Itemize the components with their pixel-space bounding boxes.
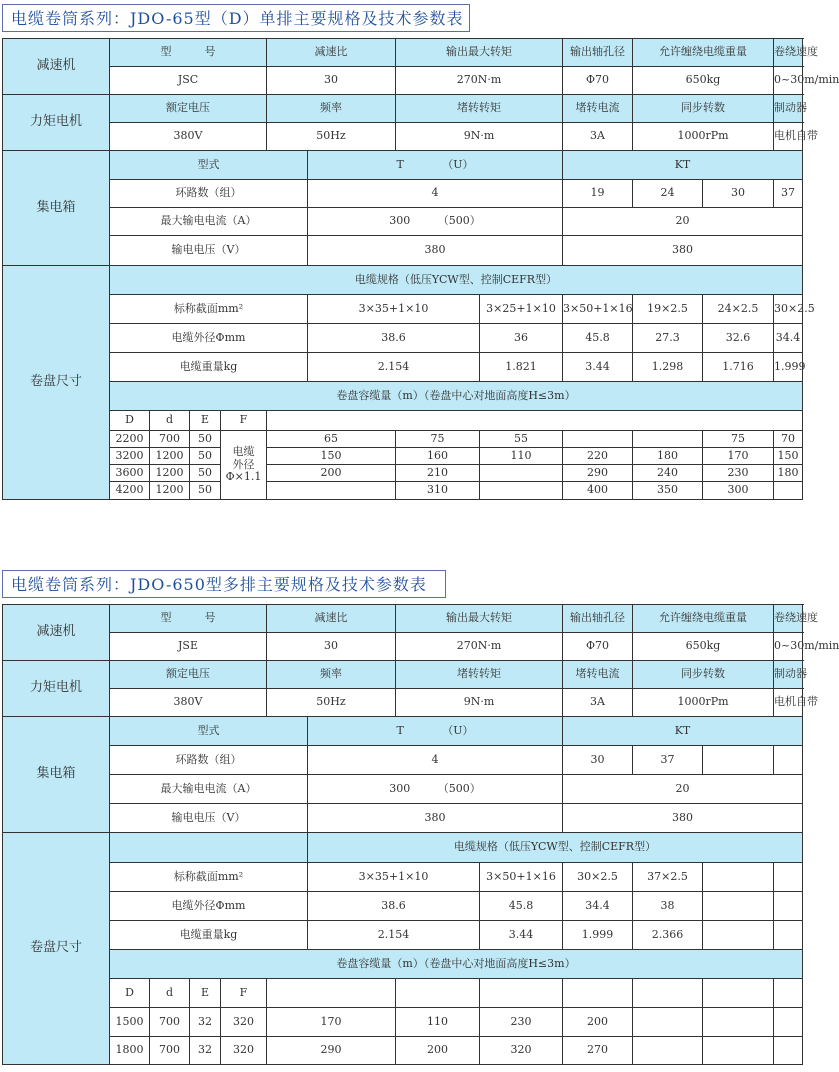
dim-header-d-inner: d xyxy=(150,411,190,431)
diameter-label: 电缆外径Φmm xyxy=(110,324,308,353)
capacity-spacer xyxy=(396,979,480,1008)
motor-header-stall-torque: 堵转转矩 xyxy=(396,661,563,689)
capacity-spacer xyxy=(563,979,633,1008)
diameter-value: 32.6 xyxy=(703,324,774,353)
capacity-value: 210 xyxy=(396,465,480,482)
box-type-t: T （U） xyxy=(308,717,563,746)
dim-header-e: E xyxy=(190,411,221,431)
collector-box-label: 集电箱 xyxy=(3,717,110,833)
dim-e: 32 xyxy=(190,1008,221,1037)
cable-spec-title: 电缆规格（低压YCW型、控制CEFR型） xyxy=(110,266,803,295)
reducer-header-weight: 允许缠绕电缆重量 xyxy=(633,605,774,633)
diameter-value: 38 xyxy=(633,892,703,921)
dim-header-f: F xyxy=(221,411,267,431)
box-type-t: T （U） xyxy=(308,151,563,180)
section-value xyxy=(774,863,803,892)
table2-title: 电缆卷筒系列：JDO-650型多排主要规格及技术参数表 xyxy=(2,570,446,598)
section-value: 30×2.5 xyxy=(563,863,633,892)
reducer-torque: 270N·m xyxy=(396,633,563,661)
motor-brake: 电机自带 xyxy=(774,689,803,717)
diameter-label: 电缆外径Φmm xyxy=(110,892,308,921)
dim-header-d-outer: D xyxy=(110,979,150,1008)
box-loops-kt: 24 xyxy=(633,180,703,208)
section-value xyxy=(703,863,774,892)
capacity-title: 卷盘容缆量（m）（卷盘中心对地面高度H≤3m） xyxy=(110,382,803,411)
capacity-value xyxy=(267,482,396,500)
motor-frequency: 50Hz xyxy=(267,689,396,717)
dim-d-outer: 4200 xyxy=(110,482,150,500)
section-value: 3×50+1×16 xyxy=(563,295,633,324)
reducer-header-model: 型 号 xyxy=(110,605,267,633)
reel-size-label: 卷盘尺寸 xyxy=(3,833,110,1065)
capacity-value: 75 xyxy=(396,431,480,448)
capacity-value xyxy=(563,431,633,448)
capacity-value xyxy=(703,1008,774,1037)
section-value: 3×35+1×10 xyxy=(308,295,480,324)
diameter-value xyxy=(774,892,803,921)
dim-f: 320 xyxy=(221,1008,267,1037)
motor-voltage: 380V xyxy=(110,123,267,151)
motor-frequency: 50Hz xyxy=(267,123,396,151)
spec-table-single-row xyxy=(2,38,839,500)
motor-header-stall-torque: 堵转转矩 xyxy=(396,95,563,123)
box-loops-kt xyxy=(703,746,774,775)
dim-header-f: F xyxy=(221,979,267,1008)
box-current-kt: 20 xyxy=(563,208,803,236)
capacity-value: 240 xyxy=(633,465,703,482)
capacity-value: 55 xyxy=(480,431,563,448)
capacity-value: 180 xyxy=(774,465,803,482)
capacity-value: 300 xyxy=(703,482,774,500)
motor-stall-torque: 9N·m xyxy=(396,689,563,717)
dim-d-outer: 1800 xyxy=(110,1037,150,1065)
motor-label: 力矩电机 xyxy=(3,661,110,717)
capacity-value xyxy=(774,1037,803,1065)
box-current-t: 300 （500） xyxy=(308,775,563,804)
capacity-value xyxy=(480,482,563,500)
dim-d-inner: 1200 xyxy=(150,448,190,465)
box-loops-kt: 19 xyxy=(563,180,633,208)
box-voltage-label: 输电电压（V） xyxy=(110,236,308,266)
reducer-speed: 0~30m/min xyxy=(774,633,803,661)
box-loops-kt xyxy=(774,746,803,775)
diameter-value: 38.6 xyxy=(308,324,480,353)
weight-value xyxy=(774,921,803,950)
box-voltage-kt: 380 xyxy=(563,236,803,266)
capacity-value: 110 xyxy=(396,1008,480,1037)
reducer-weight: 650kg xyxy=(633,633,774,661)
reducer-model: JSC xyxy=(110,67,267,95)
weight-value xyxy=(703,921,774,950)
dim-e: 32 xyxy=(190,1037,221,1065)
reducer-model: JSE xyxy=(110,633,267,661)
reel-size-label: 卷盘尺寸 xyxy=(3,266,110,500)
capacity-value: 180 xyxy=(633,448,703,465)
section-value: 3×25+1×10 xyxy=(480,295,563,324)
reducer-header-torque: 输出最大转矩 xyxy=(396,39,563,67)
motor-header-frequency: 频率 xyxy=(267,95,396,123)
motor-header-sync-speed: 同步转数 xyxy=(633,661,774,689)
box-loops-kt: 37 xyxy=(633,746,703,775)
box-type-kt: KT xyxy=(563,151,803,180)
weight-value: 2.366 xyxy=(633,921,703,950)
motor-header-stall-current: 堵转电流 xyxy=(563,661,633,689)
motor-voltage: 380V xyxy=(110,689,267,717)
motor-header-frequency: 频率 xyxy=(267,661,396,689)
diameter-value: 34.4 xyxy=(774,324,803,353)
dim-f-note xyxy=(221,431,267,500)
dim-e: 50 xyxy=(190,482,221,500)
cable-spec-spacer xyxy=(110,833,308,863)
reducer-torque: 270N·m xyxy=(396,67,563,95)
motor-header-voltage: 额定电压 xyxy=(110,95,267,123)
capacity-value: 110 xyxy=(480,448,563,465)
capacity-value xyxy=(774,482,803,500)
capacity-value: 310 xyxy=(396,482,480,500)
weight-value: 2.154 xyxy=(308,921,480,950)
diameter-value: 45.8 xyxy=(480,892,563,921)
motor-label: 力矩电机 xyxy=(3,95,110,151)
weight-value: 2.154 xyxy=(308,353,480,382)
reducer-header-speed: 卷绕速度 xyxy=(774,605,803,633)
dim-d-inner: 700 xyxy=(150,431,190,448)
reducer-shaft: Φ70 xyxy=(563,67,633,95)
cable-spec-title: 电缆规格（低压YCW型、控制CEFR型） xyxy=(308,833,803,863)
motor-stall-current: 3A xyxy=(563,689,633,717)
box-voltage-t: 380 xyxy=(308,236,563,266)
diameter-value: 36 xyxy=(480,324,563,353)
section-label: 标称截面mm² xyxy=(110,863,308,892)
reducer-ratio: 30 xyxy=(267,67,396,95)
capacity-value xyxy=(480,465,563,482)
reducer-header-ratio: 减速比 xyxy=(267,39,396,67)
motor-header-brake: 制动器 xyxy=(774,95,803,123)
reducer-ratio: 30 xyxy=(267,633,396,661)
capacity-value: 200 xyxy=(396,1037,480,1065)
dim-d-outer: 3600 xyxy=(110,465,150,482)
capacity-value: 150 xyxy=(267,448,396,465)
dim-d-outer: 3200 xyxy=(110,448,150,465)
section-label: 标称截面mm² xyxy=(110,295,308,324)
box-loops-label: 环路数（组） xyxy=(110,746,308,775)
weight-value: 1.999 xyxy=(563,921,633,950)
section-value: 3×50+1×16 xyxy=(480,863,563,892)
spec-table-multi-row xyxy=(2,604,839,1065)
capacity-value: 200 xyxy=(267,465,396,482)
capacity-value: 320 xyxy=(480,1037,563,1065)
capacity-value: 230 xyxy=(480,1008,563,1037)
motor-header-brake: 制动器 xyxy=(774,661,803,689)
dim-header-d-outer: D xyxy=(110,411,150,431)
dim-d-outer: 1500 xyxy=(110,1008,150,1037)
dim-header-e: E xyxy=(190,979,221,1008)
dim-f-note-line: 电缆 xyxy=(232,445,255,459)
box-type-label: 型式 xyxy=(110,717,308,746)
weight-label: 电缆重量kg xyxy=(110,353,308,382)
table1-title: 电缆卷筒系列：JDO-65型（D）单排主要规格及技术参数表 xyxy=(2,4,470,32)
motor-header-sync-speed: 同步转数 xyxy=(633,95,774,123)
capacity-value: 220 xyxy=(563,448,633,465)
weight-value: 3.44 xyxy=(480,921,563,950)
weight-label: 电缆重量kg xyxy=(110,921,308,950)
reducer-header-speed: 卷绕速度 xyxy=(774,39,803,67)
dim-f: 320 xyxy=(221,1037,267,1065)
section-value: 19×2.5 xyxy=(633,295,703,324)
reducer-speed: 0~30m/min xyxy=(774,67,803,95)
dim-d-outer: 2200 xyxy=(110,431,150,448)
reducer-shaft: Φ70 xyxy=(563,633,633,661)
capacity-value: 150 xyxy=(774,448,803,465)
reducer-header-shaft: 输出轴孔径 xyxy=(563,39,633,67)
box-current-label: 最大输电电流（A） xyxy=(110,208,308,236)
capacity-spacer xyxy=(480,979,563,1008)
capacity-value: 230 xyxy=(703,465,774,482)
box-loops-kt: 30 xyxy=(563,746,633,775)
diameter-value: 38.6 xyxy=(308,892,480,921)
capacity-value: 170 xyxy=(267,1008,396,1037)
capacity-value: 70 xyxy=(774,431,803,448)
box-loops-kt: 30 xyxy=(703,180,774,208)
section-value: 37×2.5 xyxy=(633,863,703,892)
reducer-header-model: 型 号 xyxy=(110,39,267,67)
capacity-value: 400 xyxy=(563,482,633,500)
box-loops-t: 4 xyxy=(308,180,563,208)
box-loops-kt: 37 xyxy=(774,180,803,208)
capacity-value: 270 xyxy=(563,1037,633,1065)
box-current-t: 300 （500） xyxy=(308,208,563,236)
motor-brake: 电机自带 xyxy=(774,123,803,151)
capacity-spacer xyxy=(703,979,774,1008)
dim-e: 50 xyxy=(190,448,221,465)
section-value: 3×35+1×10 xyxy=(308,863,480,892)
capacity-value: 160 xyxy=(396,448,480,465)
motor-header-stall-current: 堵转电流 xyxy=(563,95,633,123)
weight-value: 3.44 xyxy=(563,353,633,382)
box-loops-label: 环路数（组） xyxy=(110,180,308,208)
reducer-label: 减速机 xyxy=(3,39,110,95)
reducer-label: 减速机 xyxy=(3,605,110,661)
box-voltage-label: 输电电压（V） xyxy=(110,804,308,833)
motor-header-voltage: 额定电压 xyxy=(110,661,267,689)
weight-value: 1.821 xyxy=(480,353,563,382)
capacity-value: 170 xyxy=(703,448,774,465)
reducer-header-weight: 允许缠绕电缆重量 xyxy=(633,39,774,67)
dim-header-d-inner: d xyxy=(150,979,190,1008)
capacity-value xyxy=(703,1037,774,1065)
diameter-value xyxy=(703,892,774,921)
dim-d-inner: 700 xyxy=(150,1037,190,1065)
capacity-spacer xyxy=(267,979,396,1008)
motor-stall-torque: 9N·m xyxy=(396,123,563,151)
motor-sync-speed: 1000rPm xyxy=(633,689,774,717)
dim-d-inner: 1200 xyxy=(150,465,190,482)
weight-value: 1.999 xyxy=(774,353,803,382)
capacity-value xyxy=(633,431,703,448)
diameter-value: 27.3 xyxy=(633,324,703,353)
dim-d-inner: 700 xyxy=(150,1008,190,1037)
capacity-title: 卷盘容缆量（m）（卷盘中心对地面高度H≤3m） xyxy=(110,950,803,979)
dim-d-inner: 1200 xyxy=(150,482,190,500)
motor-stall-current: 3A xyxy=(563,123,633,151)
capacity-value: 65 xyxy=(267,431,396,448)
box-voltage-kt: 380 xyxy=(563,804,803,833)
diameter-value: 34.4 xyxy=(563,892,633,921)
reducer-weight: 650kg xyxy=(633,67,774,95)
reducer-header-ratio: 减速比 xyxy=(267,605,396,633)
box-type-kt: KT xyxy=(563,717,803,746)
box-loops-t: 4 xyxy=(308,746,563,775)
capacity-value: 200 xyxy=(563,1008,633,1037)
dim-e: 50 xyxy=(190,431,221,448)
capacity-value: 75 xyxy=(703,431,774,448)
dim-f-note-line: Φ×1.1 xyxy=(225,470,262,484)
capacity-value xyxy=(633,1037,703,1065)
capacity-spacer xyxy=(267,411,803,431)
box-type-label: 型式 xyxy=(110,151,308,180)
section-value: 24×2.5 xyxy=(703,295,774,324)
reducer-header-torque: 输出最大转矩 xyxy=(396,605,563,633)
box-current-kt: 20 xyxy=(563,775,803,804)
capacity-spacer xyxy=(633,979,703,1008)
capacity-value xyxy=(774,1008,803,1037)
weight-value: 1.716 xyxy=(703,353,774,382)
weight-value: 1.298 xyxy=(633,353,703,382)
diameter-value: 45.8 xyxy=(563,324,633,353)
capacity-value xyxy=(633,1008,703,1037)
collector-box-label: 集电箱 xyxy=(3,151,110,266)
capacity-value: 290 xyxy=(563,465,633,482)
box-current-label: 最大输电电流（A） xyxy=(110,775,308,804)
reducer-header-shaft: 输出轴孔径 xyxy=(563,605,633,633)
section-value: 30×2.5 xyxy=(774,295,803,324)
capacity-spacer xyxy=(774,979,803,1008)
dim-f-note-line: 外径 xyxy=(232,457,255,471)
capacity-value: 350 xyxy=(633,482,703,500)
capacity-value: 290 xyxy=(267,1037,396,1065)
motor-sync-speed: 1000rPm xyxy=(633,123,774,151)
box-voltage-t: 380 xyxy=(308,804,563,833)
dim-e: 50 xyxy=(190,465,221,482)
